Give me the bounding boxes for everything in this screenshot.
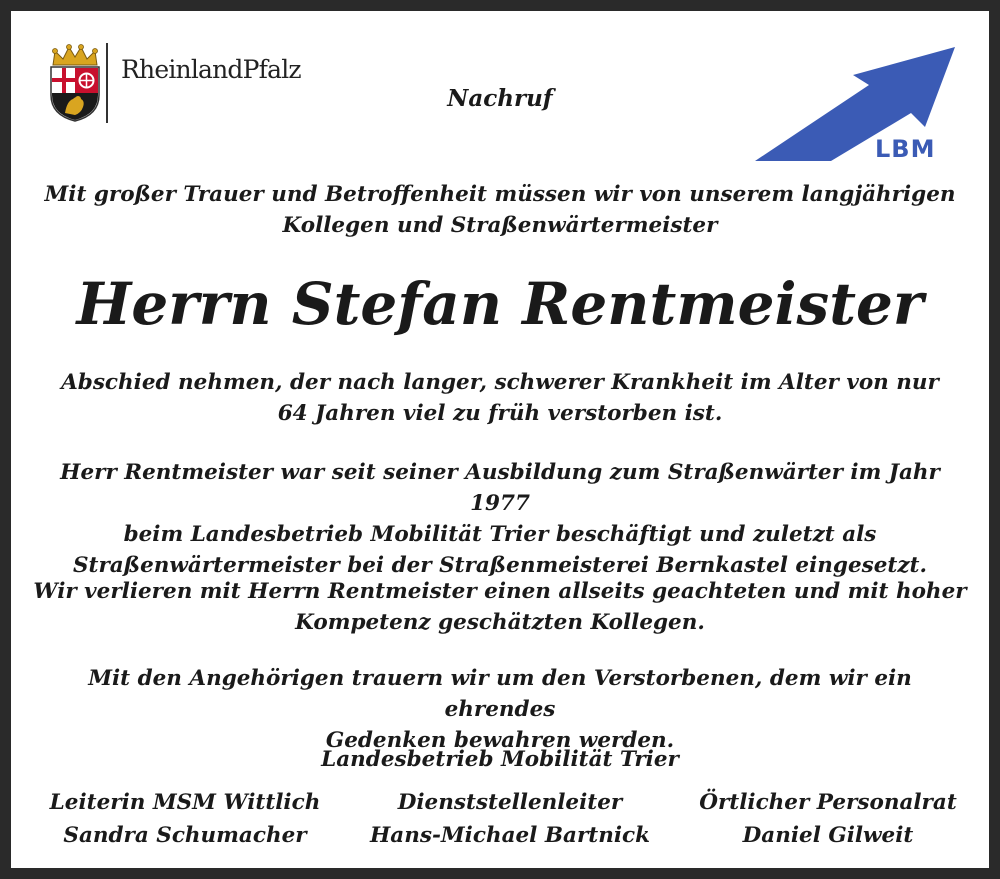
paragraph-line: Abschied nehmen, der nach langer, schwerer Krankheit im Alter von nur [61, 370, 939, 395]
signer-right [668, 786, 988, 852]
signer-left [25, 786, 345, 852]
intro-line-2: Kollegen und Straßenwärtermeister [282, 213, 718, 238]
signer-role: Örtlicher Personalrat [699, 790, 957, 815]
paragraph-farewell [31, 367, 969, 429]
paragraph-line: 64 Jahren viel zu früh verstorben ist. [277, 401, 723, 426]
paragraph-tribute [31, 576, 969, 638]
intro-line-1: Mit großer Trauer und Betroffenheit müssen wir von unserem langjährigen [44, 182, 956, 207]
paragraph-career [31, 457, 969, 581]
deceased-name: Herrn Stefan Rentmeister [76, 270, 924, 338]
paragraph-line: Mit den Angehörigen trauern wir um den Verstorbenen, dem wir ein ehrendes [88, 666, 912, 722]
signer-center [350, 786, 670, 852]
paragraph-line: Gedenken bewahren werden. [325, 728, 675, 753]
signer-role: Leiterin MSM Wittlich [49, 790, 321, 815]
signer-role: Dienststellenleiter [397, 790, 623, 815]
signature-organization: Landesbetrieb Mobilität Trier [321, 747, 679, 772]
lbm-logo [741, 35, 961, 161]
page-title: Nachruf [447, 85, 553, 112]
signer-name: Daniel Gilweit [742, 823, 914, 848]
rheinland-pfalz-wordmark: RheinlandPfalz [121, 55, 301, 84]
signer-name: Sandra Schumacher [63, 823, 307, 848]
paragraph-line: Straßenwärtermeister bei der Straßenmeisterei Bernkastel eingesetzt. [73, 553, 927, 578]
paragraph-line: Wir verlieren mit Herrn Rentmeister einen allseits geachteten und mit hoher [33, 579, 967, 604]
intro-text [31, 179, 969, 241]
lbm-wordmark: LBM [875, 135, 936, 163]
paragraph-line: Herr Rentmeister war seit seiner Ausbildung zum Straßenwärter im Jahr 1977 [60, 460, 940, 516]
paragraph-line: Kompetenz geschätzten Kollegen. [295, 610, 705, 635]
signer-name: Hans-Michael Bartnick [369, 823, 650, 848]
paragraph-line: beim Landesbetrieb Mobilität Trier beschäftigt und zuletzt als [123, 522, 877, 547]
paragraph-condolence [31, 663, 969, 756]
